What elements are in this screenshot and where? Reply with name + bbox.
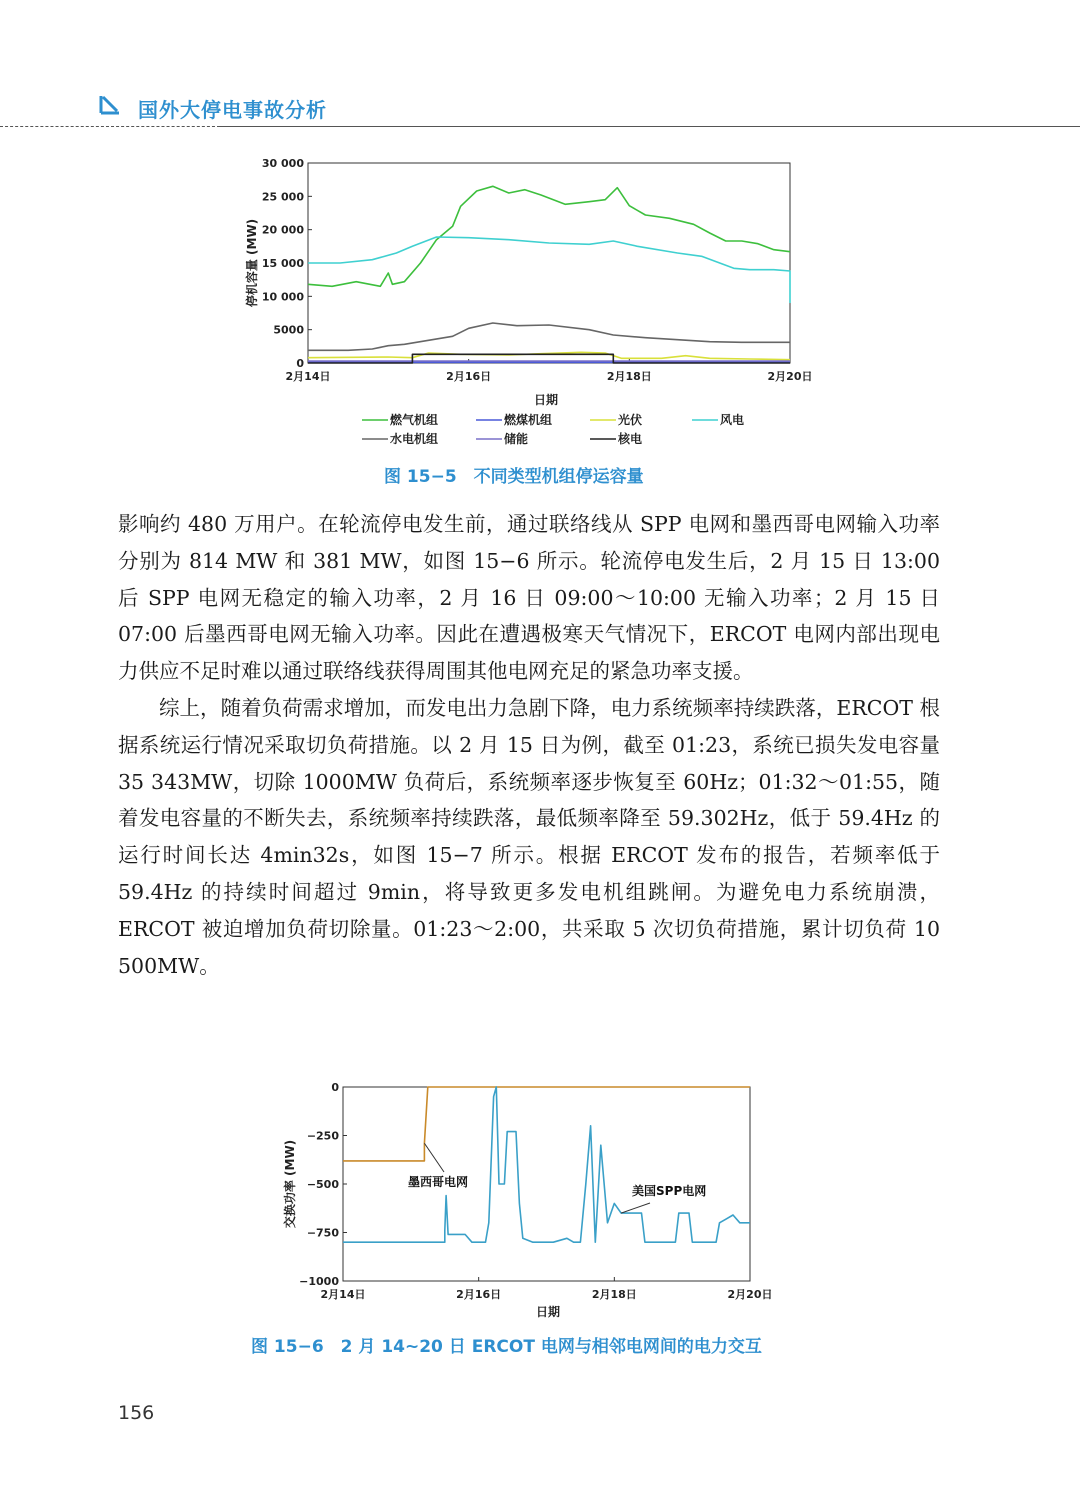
chart1-xtick-label: 2月16日 [446, 370, 492, 383]
chart1-series-0 [308, 186, 790, 286]
chart2-annotation-label: 墨西哥电网 [408, 1175, 469, 1189]
chart2-annotation-leader [621, 1203, 650, 1213]
chart1-ytick-label: 5000 [273, 323, 304, 337]
page-number: 156 [118, 1402, 155, 1424]
figure-15-6-caption: 图 15−6 2 月 14~20 日 ERCOT 电网与相邻电网间的电力交互 [251, 1337, 762, 1357]
chart1-ytick-label: 0 [296, 357, 304, 370]
chart2-ytick-label: −1000 [299, 1275, 339, 1288]
chart2-xtick-label: 2月20日 [727, 1288, 773, 1301]
chart2-ytick-label: −750 [306, 1226, 339, 1240]
chart2-annotation-label: 美国SPP电网 [632, 1184, 707, 1198]
chart1-legend-label: 燃气机组 [390, 413, 439, 427]
chart1-series-3 [308, 237, 790, 303]
chart2-xtick-label: 2月16日 [456, 1288, 502, 1301]
chart1-series-6 [308, 354, 790, 363]
chart2-ytick-label: 0 [331, 1081, 339, 1094]
down-right-arrow-icon [98, 94, 122, 116]
chart1-legend-label: 风电 [720, 413, 745, 427]
chart2-ytick-label: −250 [306, 1129, 339, 1143]
chart1-legend-label: 光伏 [618, 413, 643, 427]
chart2-plot-area [343, 1087, 750, 1281]
chart2-xtick-label: 2月18日 [591, 1288, 637, 1301]
chart1-legend-label: 水电机组 [390, 432, 439, 446]
chart2-xlabel: 日期 [535, 1305, 561, 1319]
chart1-ytick-label: 30 000 [261, 157, 304, 170]
header-rule-dashed [0, 126, 220, 127]
chart1-ytick-label: 15 000 [261, 257, 304, 270]
chart1-series-2 [308, 352, 790, 359]
figure-15-5-caption: 图 15−5 不同类型机组停运容量 [384, 467, 644, 487]
chart2-series-0 [343, 1087, 750, 1161]
chart2-annotation-leader [424, 1143, 444, 1172]
body-text [118, 506, 940, 984]
paragraph-2: 综上，随着负荷需求增加，而发电出力急剧下降，电力系统频率持续跌落，ERCOT 根据系统运行情况采取切负荷措施。以 2 月 15 日为例，截至 01:23，系统已损失发电容量 35 343MW，切除 1000MW 负荷后，系统频率逐步恢复至 60Hz；01:32～01:55，随着发电容量的不断失去，系统频率持续跌落，最低频率降至 59.302Hz，低于 59.4Hz 的运行时间长达 4min32s，如图 15−7 所示。根据 ERCOT 发布的报告，若频率低于 59.4Hz 的持续时间超过 9min，将导致更多发电机组跳闸。为避免电力系统崩溃，ERCOT 被迫增加负荷切除量。01:23～2:00，共采取 5 次切负荷措施，累计切负荷 10 500MW。 [118, 695, 940, 978]
chart1-xlabel: 日期 [533, 393, 559, 407]
chart1-xtick-label: 2月14日 [285, 370, 331, 383]
chart1-series-4 [308, 323, 790, 350]
chart1-legend-label: 燃煤机组 [504, 413, 553, 427]
chart1-legend-label: 核电 [618, 432, 643, 446]
chart1-plot-area [308, 163, 790, 363]
chart1-xtick-label: 2月18日 [606, 370, 652, 383]
chart1-xtick-label: 2月20日 [767, 370, 813, 383]
chart2-series-1 [343, 1087, 750, 1242]
chart2-ylabel: 交换功率 (MW) [283, 1139, 297, 1229]
chart1-ytick-label: 25 000 [261, 190, 304, 204]
header-rule [220, 126, 1080, 127]
chart2-xtick-label: 2月14日 [320, 1288, 366, 1301]
chart2-ytick-label: −500 [306, 1178, 339, 1191]
running-header-title: 国外大停电事故分析 [138, 98, 327, 122]
chart1-ytick-label: 20 000 [261, 223, 304, 237]
paragraph-1: 影响约 480 万用户。在轮流停电发生前，通过联络线从 SPP 电网和墨西哥电网输入功率分别为 814 MW 和 381 MW，如图 15−6 所示。轮流停电发生后，2 月 15 日 13:00 后 SPP 电网无稳定的输入功率，2 月 16 日 09:00～10:00 无输入功率；2 月 15 日 07:00 后墨西哥电网无输入功率。因此在遭遇极寒天气情况下，ERCOT 电网内部出现电力供应不足时难以通过联络线获得周围其他电网充足的紧急功率支援。 [118, 512, 940, 684]
chart1-ylabel: 停机容量 (MW) [245, 218, 259, 308]
chart1-legend-label: 储能 [504, 432, 529, 446]
chart1-ytick-label: 10 000 [261, 290, 304, 304]
